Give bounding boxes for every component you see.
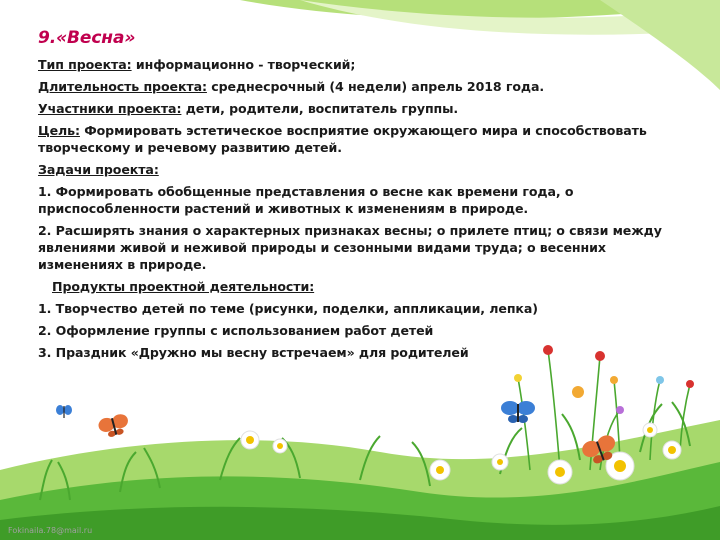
duration-value: среднесрочный (4 недели) апрель 2018 года.: [206, 79, 545, 94]
products-heading: Продукты проектной деятельности:: [52, 279, 315, 294]
participants-value: дети, родители, воспитатель группы.: [181, 101, 459, 116]
project-type-value: информационно - творческий;: [131, 57, 356, 72]
goal-label: Цель:: [38, 123, 80, 138]
project-type-label: Тип проекта:: [38, 57, 132, 72]
project-description: [38, 26, 678, 366]
project-participants: [38, 100, 678, 117]
project-goal: [38, 122, 678, 156]
duration-label: Длительность проекта:: [38, 79, 207, 94]
page-title: 9.«Весна»: [38, 28, 136, 48]
product-item-3: 3. Праздник «Дружно мы весну встречаем» для родителей: [38, 345, 469, 360]
tasks-heading: Задачи проекта:: [38, 162, 159, 177]
goal-value: Формировать эстетическое восприятие окружающего мира и способствовать творческому и речевому развитию детей.: [38, 123, 647, 155]
project-type: [38, 56, 678, 73]
watermark: Fokinaila.78@mail.ru: [8, 526, 93, 535]
product-item-2: 2. Оформление группы с использованием работ детей: [38, 323, 434, 338]
participants-label: Участники проекта:: [38, 101, 182, 116]
product-item-1: 1. Творчество детей по теме (рисунки, поделки, аппликации, лепка): [38, 301, 538, 316]
small-blue-butterfly: [56, 405, 72, 418]
blue-butterfly: [501, 401, 535, 423]
task-item-1: 1. Формировать обобщенные представления о весне как времени года, о приспособленности растений и животных к изменениям в природе.: [38, 184, 574, 216]
products-heading-row: [38, 278, 678, 295]
project-duration: [38, 78, 678, 95]
task-item-2: 2. Расширять знания о характерных признаках весны; о прилете птиц; о связи между явлениями живой и неживой природы и сезонными видами труда; о весенних изменениях в природе.: [38, 223, 662, 272]
orange-butterfly-left: [97, 412, 131, 439]
